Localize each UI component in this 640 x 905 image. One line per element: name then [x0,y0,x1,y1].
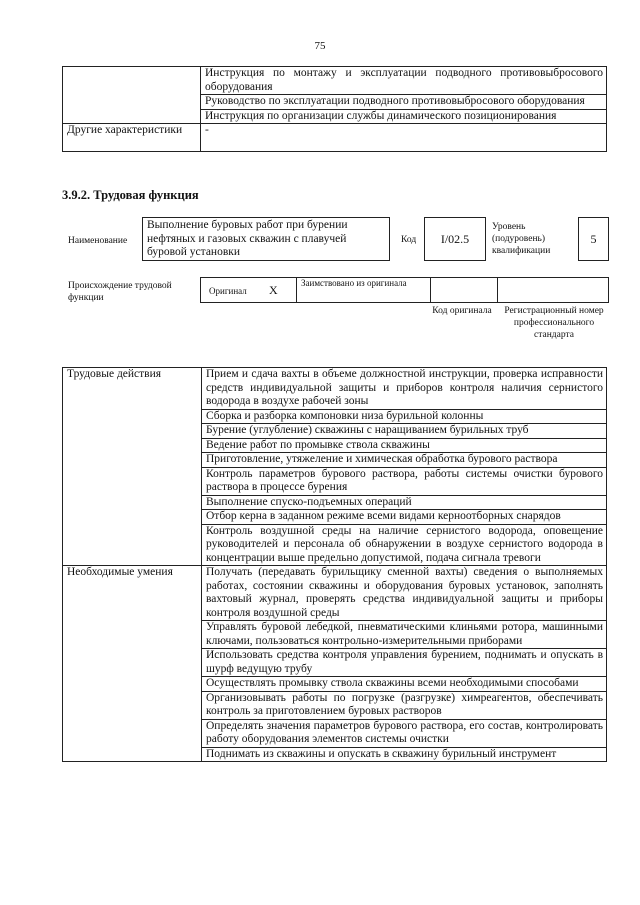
list-item: Руководство по эксплуатации подводного противовыбросового оборудования [201,95,607,110]
list-item: Инструкция по организации службы динамического позиционирования [201,109,607,124]
table-row [63,124,607,152]
list-item: Получать (передавать бурильщику сменной вахты) сведения о выполняемых работах, состоянии скважины и оборудования буровых установок, заполнять вахтовый журнал, проверять средства индивидуальной защиты и приборы контроля воздушной среды [202,566,607,621]
list-item: Бурение (углубление) скважины с наращиванием бурильных труб [202,424,607,439]
table-row [63,368,607,410]
original-mark: X [269,283,278,297]
list-item: Отбор керна в заданном режиме всеми видами керноотборных снарядов [202,510,607,525]
row-label: Другие характеристики [63,124,201,152]
list-item: Контроль параметров бурового раствора, работы системы очистки бурового раствора в процессе бурения [202,467,607,495]
divider [296,277,297,303]
function-code: I/02.5 [440,231,470,246]
list-item: Осуществлять промывку ствола скважины всеми необходимыми способами [202,677,607,692]
list-item: Управлять буровой лебедкой, пневматическими клиньями ротора, машинными ключами, пользоваться контрольно-измерительными приборами [202,621,607,649]
level-label: Уровень (подуровень) квалификации [492,222,551,256]
origin-box [200,277,609,303]
list-item: Приготовление, утяжеление и химическая обработка бурового раствора [202,453,607,468]
table-row [63,67,607,95]
code-label: Код [401,235,417,245]
code-box [424,217,486,261]
list-item: Сборка и разборка компоновки низа бурильной колонны [202,409,607,424]
divider [497,277,498,303]
function-name-box [142,217,390,261]
origin-label: Происхождение трудовой функции [68,281,172,303]
qualification-level: 5 [590,231,597,246]
divider [430,277,431,303]
list-item: Контроль воздушной среды на наличие сернистого водорода, оповещение руководителей и персонала об обнаружении в воздухе сернистого водорода в концентрации выше предельно допустимой, подача сигнала тревоги [202,524,607,566]
page-number: 75 [314,40,326,52]
table-row [63,566,607,621]
list-item: Инструкция по монтажу и эксплуатации подводного противовыбросового оборудования [201,67,607,95]
original-label: Оригинал [209,286,247,296]
reg-number-caption: Регистрационный номер профессионального стандарта [504,306,604,340]
list-item: Поднимать из скважины и опускать в скважину бурильный инструмент [202,747,607,762]
top-table [62,66,607,152]
code-original-caption: Код оригинала [432,306,492,316]
section-title: 3.9.2. Трудовая функция [62,188,199,202]
list-item: Использовать средства контроля управления бурением, поднимать и опускать в шурф ведущую трубу [202,649,607,677]
list-item: Определять значения параметров бурового раствора, его состав, контролировать работу оборудования элементов системы очистки [202,719,607,747]
list-item: - [201,124,607,152]
list-item: Выполнение спуско-подъемных операций [202,495,607,510]
list-item: Прием и сдача вахты в объеме должностной инструкции, проверка исправности средств индивидуальной защиты и приборов контроля наличия сернистого водорода в воздухе рабочей зоны [202,368,607,410]
main-table [62,367,607,762]
level-box [578,217,609,261]
function-name: Выполнение буровых работ при бурении нефтяных и газовых скважин с плавучей буровой установки [147,219,348,258]
borrowed-label: Заимствовано из оригинала [301,278,407,288]
row-label [63,67,201,124]
name-label: Наименование [68,236,128,246]
row-label: Необходимые умения [63,566,202,762]
list-item: Ведение работ по промывке ствола скважины [202,438,607,453]
row-label: Трудовые действия [63,368,202,566]
list-item: Организовывать работы по погрузке (разгрузке) химреагентов, обеспечивать контроль за приготовлением буровых растворов [202,691,607,719]
